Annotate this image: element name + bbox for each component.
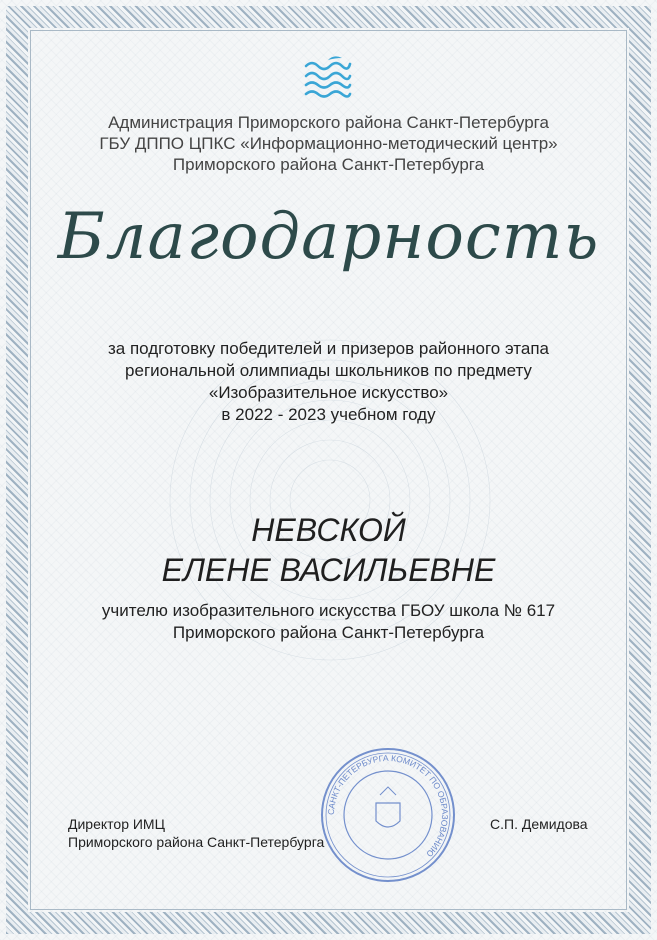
reason-line-4: в 2022 - 2023 учебном году [221, 405, 436, 424]
stamp-text: САНКТ-ПЕТЕРБУРГА КОМИТЕТ ПО ОБРАЗОВАНИЮ [325, 752, 451, 860]
issuing-organization [0, 112, 657, 175]
position-line-2: Приморского района Санкт-Петербурга [172, 623, 485, 642]
certificate-title: Благодарность [57, 200, 600, 274]
reason-line-3: «Изобразительное искусство» [208, 383, 449, 402]
signatory-role-line-1: Директор ИМЦ [68, 816, 165, 832]
recipient-position [0, 600, 657, 644]
wave-logo-icon [300, 52, 356, 108]
position-line-1: учителю изобразительного искусства ГБОУ школа № 617 [101, 601, 556, 620]
org-line-3: Приморского района Санкт-Петербурга [172, 155, 485, 174]
reason-line-2: региональной олимпиады школьников по предмету [125, 361, 532, 380]
recipient-name [0, 510, 657, 590]
official-stamp [318, 745, 458, 885]
signatory-role-line-2: Приморского района Санкт-Петербурга [68, 834, 325, 850]
reason-line-1: за подготовку победителей и призеров районного этапа [107, 339, 549, 358]
signatory-role [68, 815, 324, 851]
org-line-1: Администрация Приморского района Санкт-Петербурга [108, 113, 549, 132]
signatory-name: С.П. Демидова [490, 816, 588, 832]
recipient-surname: НЕВСКОЙ [251, 512, 406, 548]
award-reason [0, 338, 657, 426]
org-line-2: ГБУ ДППО ЦПКС «Информационно-методический центр» [99, 134, 558, 153]
recipient-given-names: ЕЛЕНЕ ВАСИЛЬЕВНЕ [161, 552, 496, 588]
